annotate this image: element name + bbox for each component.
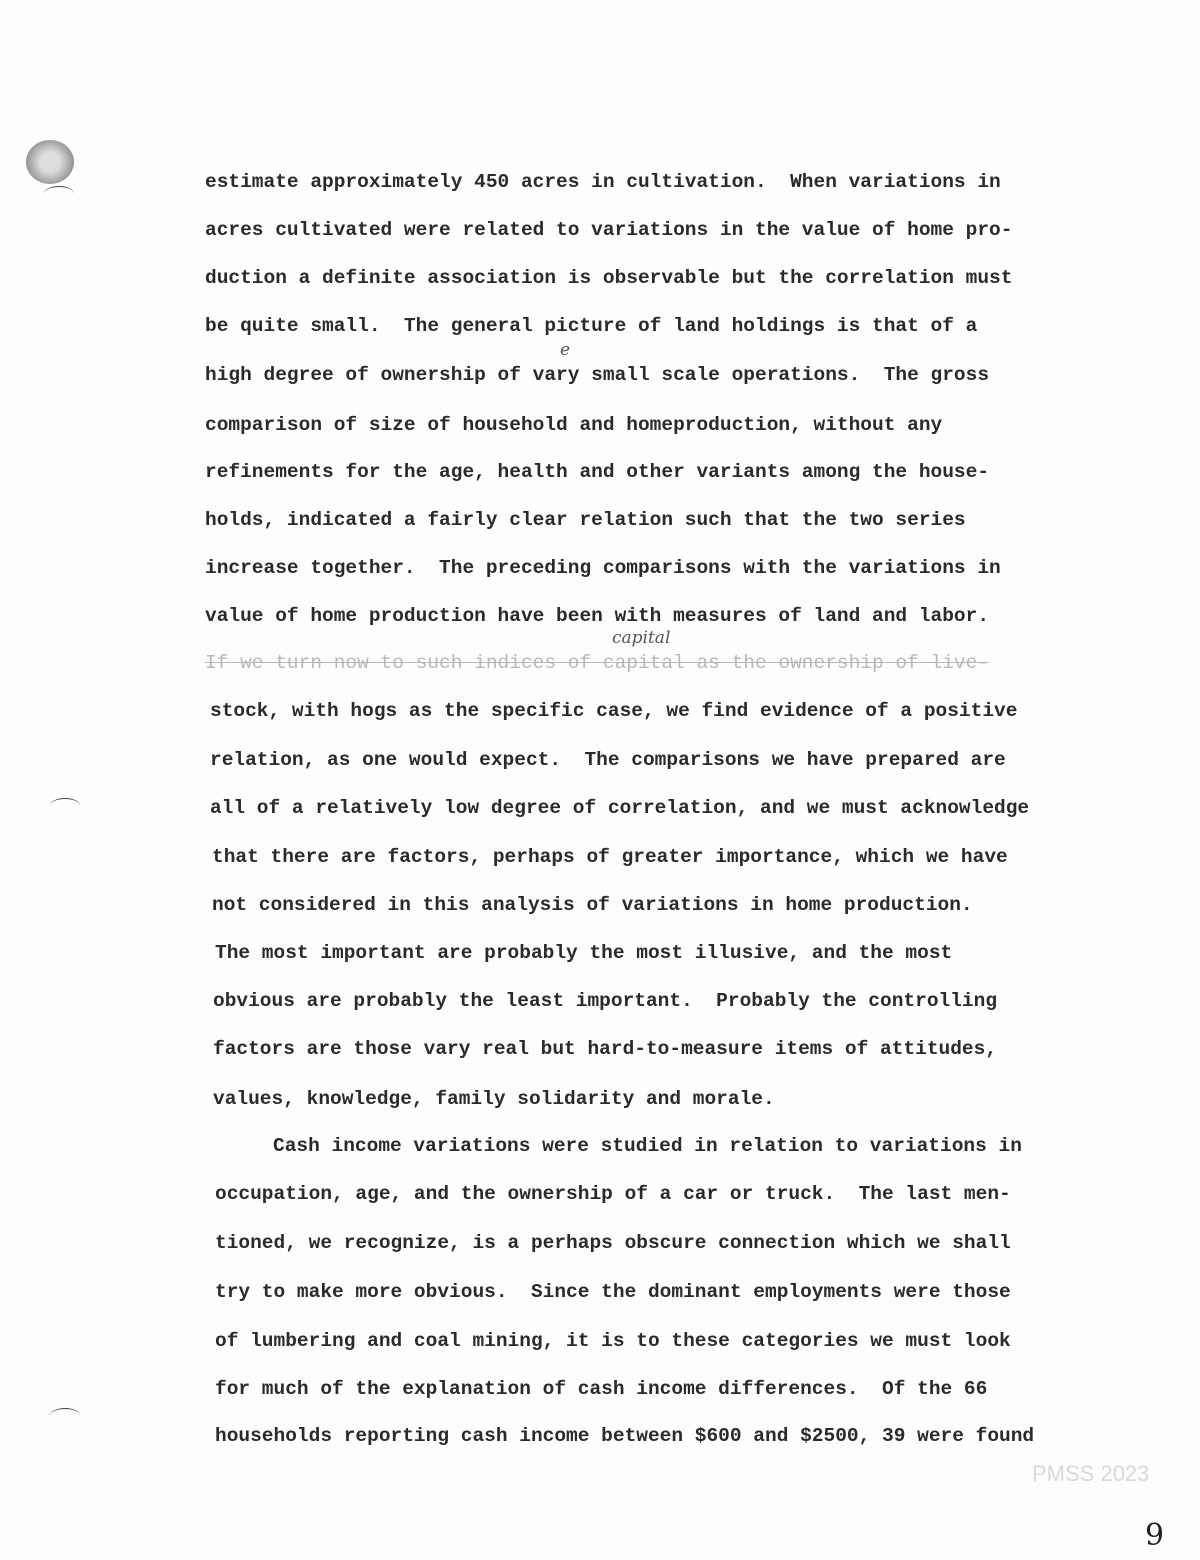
punch-hole-mark — [50, 798, 80, 813]
text-line: not considered in this analysis of variations in home production. — [212, 894, 973, 916]
text-line: value of home production have been with measures of land and labor. — [205, 605, 990, 627]
punch-hole — [26, 140, 74, 184]
text-line: be quite small. The general picture of land holdings is that of a — [205, 315, 978, 337]
text-line: high degree of ownership of vary small scale operations. The gross — [205, 364, 990, 386]
text-line: occupation, age, and the ownership of a car or truck. The last men- — [215, 1183, 1011, 1205]
text-line: relation, as one would expect. The comparisons we have prepared are — [210, 749, 1006, 771]
page-number: 9 — [1145, 1518, 1165, 1553]
text-line: values, knowledge, family solidarity and morale. — [213, 1088, 775, 1110]
watermark: PMSS 2023 — [1032, 1461, 1150, 1486]
text-line: duction a definite association is observable but the correlation must — [205, 267, 1013, 289]
text-line: all of a relatively low degree of correlation, and we must acknowledge — [210, 797, 1030, 819]
text-line: estimate approximately 450 acres in cultivation. When variations in — [205, 171, 1001, 193]
text-line: stock, with hogs as the specific case, we find evidence of a positive — [210, 700, 1018, 722]
handwritten-correction: capital — [612, 628, 671, 648]
text-line: obvious are probably the least important. Probably the controlling — [213, 990, 998, 1012]
text-line: acres cultivated were related to variations in the value of home pro- — [205, 219, 1013, 241]
text-line: holds, indicated a fairly clear relation such that the two series — [205, 509, 966, 531]
text-line: try to make more obvious. Since the dominant employments were those — [215, 1281, 1011, 1303]
punch-hole-mark — [44, 186, 74, 201]
punch-hole-mark — [50, 1408, 80, 1423]
text-line: of lumbering and coal mining, it is to these categories we must look — [215, 1330, 1011, 1352]
text-line: that there are factors, perhaps of greater importance, which we have — [212, 846, 1008, 868]
text-line: refinements for the age, health and other variants among the house- — [205, 461, 990, 483]
text-line: tioned, we recognize, is a perhaps obscure connection which we shall — [215, 1232, 1011, 1254]
text-line: comparison of size of household and homeproduction, without any — [205, 414, 943, 436]
text-line: increase together. The preceding comparisons with the variations in — [205, 557, 1001, 579]
text-line: Cash income variations were studied in relation to variations in — [273, 1135, 1022, 1157]
text-line: factors are those vary real but hard-to-measure items of attitudes, — [213, 1038, 998, 1060]
struck-text-line: If we turn now to such indices of capital as the ownership of live- — [205, 652, 990, 674]
handwritten-correction: e — [560, 340, 571, 360]
text-line: for much of the explanation of cash income differences. Of the 66 — [215, 1378, 988, 1400]
text-line: households reporting cash income between $600 and $2500, 39 were found — [215, 1425, 1035, 1447]
text-line: The most important are probably the most illusive, and the most — [215, 942, 953, 964]
